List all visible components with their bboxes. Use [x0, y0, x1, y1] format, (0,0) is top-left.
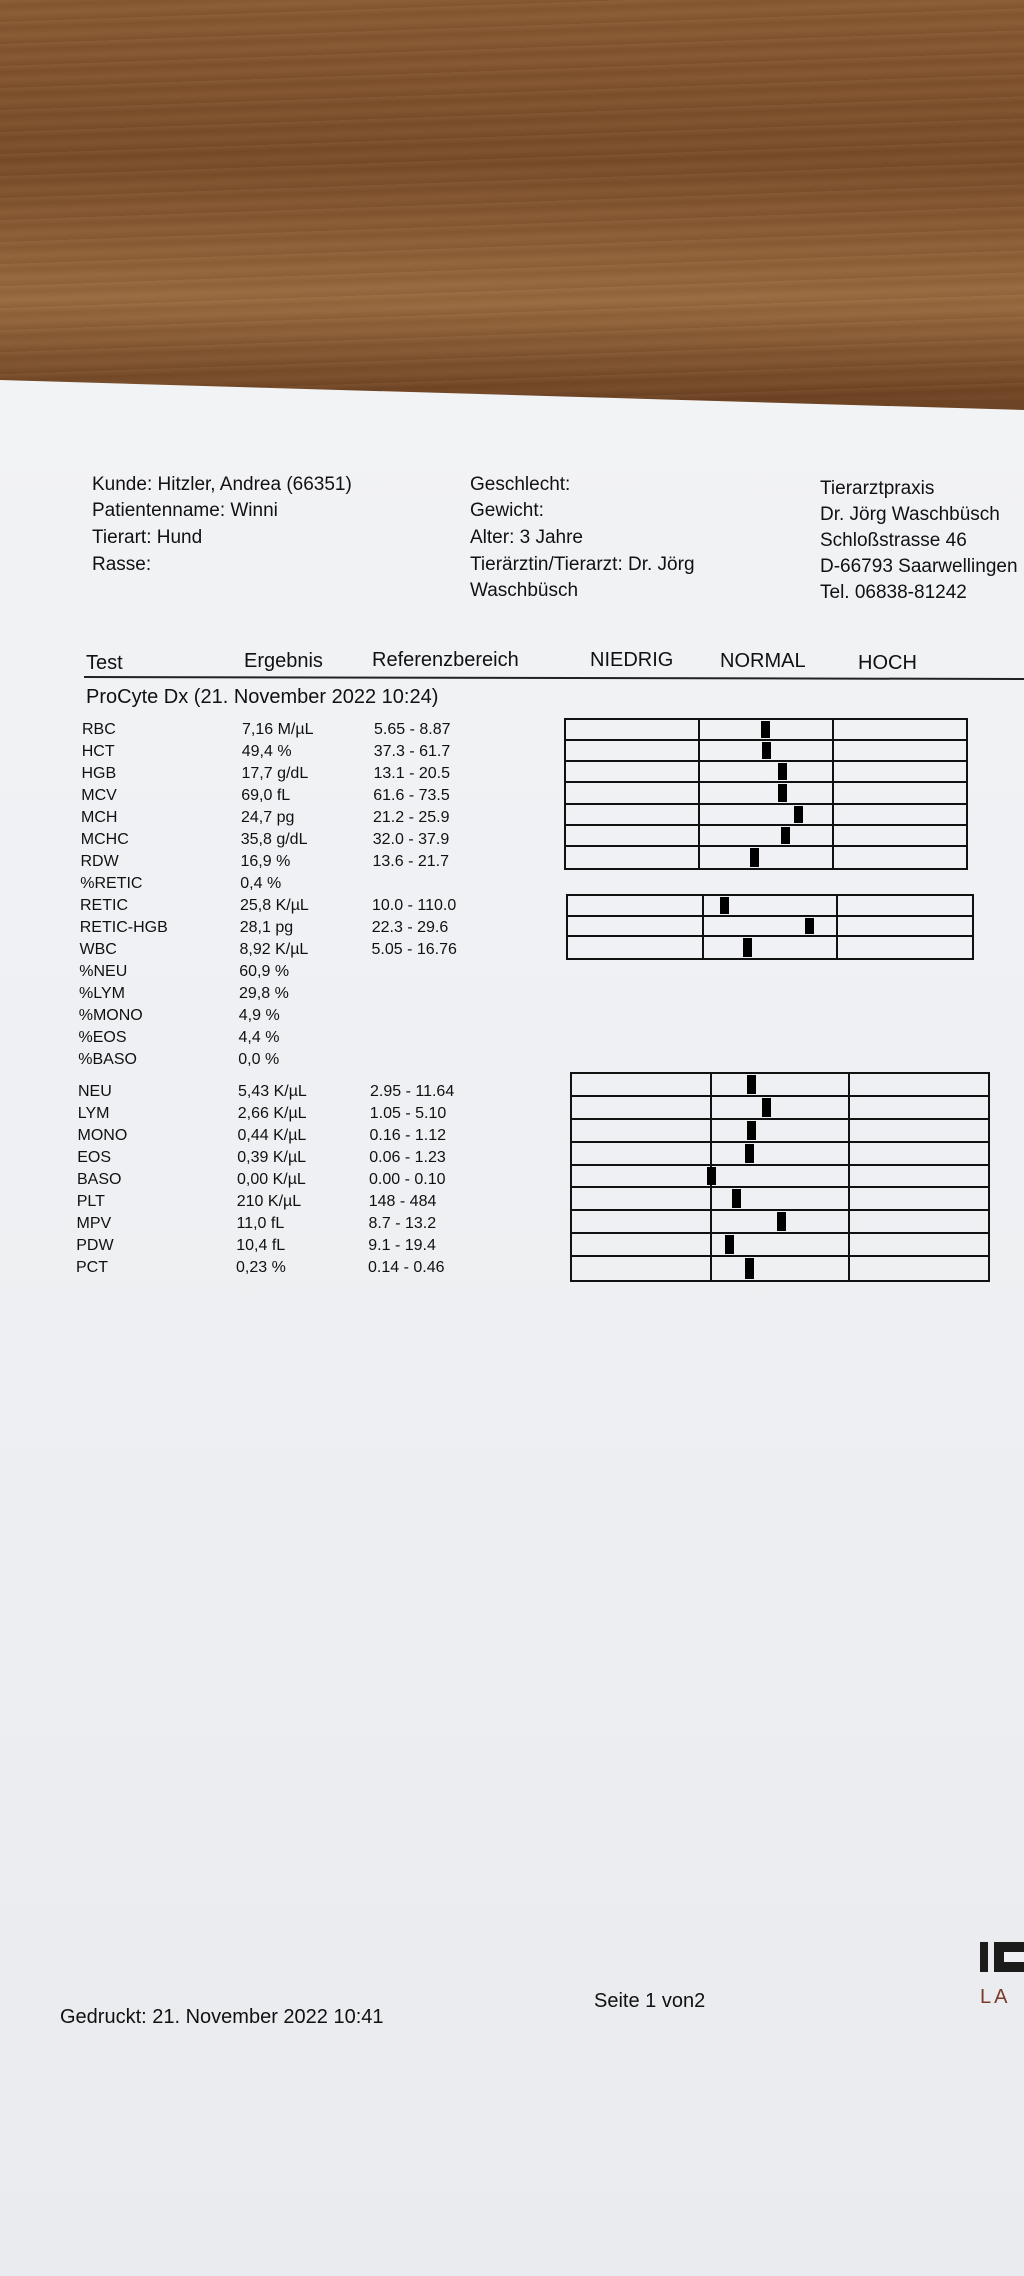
gauge-marker [732, 1189, 741, 1208]
gauge-marker [725, 1235, 734, 1254]
gauge-row [568, 896, 972, 917]
gauge-row [566, 805, 966, 826]
lab-logo-mark [980, 1942, 1024, 1972]
row-test-name: %NEU [79, 963, 128, 980]
row-test-name: HGB [81, 765, 117, 782]
gauge-marker [745, 1258, 754, 1279]
row-test-name: PLT [76, 1193, 105, 1210]
row-reference-range: 37.3 - 61.7 [373, 743, 451, 760]
row-result-value: 29,8 % [239, 985, 289, 1002]
row-test-name: MCHC [80, 831, 129, 848]
gauge-marker [747, 1075, 756, 1094]
row-test-name: PDW [76, 1237, 114, 1254]
practice-street: Schloßstrasse 46 [820, 530, 967, 551]
row-reference-range: 2.95 - 11.64 [370, 1083, 455, 1100]
row-reference-range: 22.3 - 29.6 [371, 919, 449, 936]
row-result-value: 4,4 % [238, 1029, 280, 1046]
gauge-marker [762, 1098, 771, 1117]
row-test-name: EOS [77, 1149, 112, 1166]
gauge-row [572, 1143, 988, 1166]
gauge-row [572, 1234, 988, 1257]
gauge-row [566, 847, 966, 868]
row-result-value: 25,8 K/µL [240, 897, 309, 914]
row-result-value: 7,16 M/µL [242, 721, 314, 738]
gauge-marker [778, 763, 787, 780]
gauge-marker [794, 806, 803, 823]
gauge-marker [762, 742, 771, 759]
row-test-name: %BASO [78, 1051, 137, 1068]
row-result-value: 0,0 % [238, 1051, 280, 1068]
row-test-name: %LYM [79, 985, 125, 1002]
sex-label: Geschlecht: [470, 474, 571, 495]
row-result-value: 0,39 K/µL [237, 1149, 307, 1166]
weight-label: Gewicht: [470, 500, 544, 521]
gauge-row [566, 783, 966, 804]
page-number: Seite 1 von2 [594, 1990, 706, 2012]
row-result-value: 0,4 % [240, 875, 282, 892]
row-result-value: 0,23 % [236, 1259, 286, 1276]
vet-name-line1: Tierärztin/Tierarzt: Dr. Jörg [470, 554, 695, 575]
practice-doctor: Dr. Jörg Waschbüsch [820, 504, 1000, 525]
gauge-row [566, 741, 966, 762]
practice-name: Tierarztpraxis [820, 478, 935, 499]
row-result-value: 16,9 % [240, 853, 291, 870]
row-test-name: HCT [81, 743, 115, 760]
row-result-value: 11,0 fL [236, 1215, 285, 1232]
row-reference-range: 1.05 - 5.10 [369, 1105, 447, 1122]
column-reference: Referenzbereich [372, 649, 519, 671]
row-test-name: RETIC-HGB [79, 919, 168, 936]
row-reference-range: 5.05 - 16.76 [371, 941, 457, 958]
row-reference-range: 0.06 - 1.23 [369, 1149, 446, 1166]
column-normal: NORMAL [720, 650, 806, 672]
row-test-name: MCV [81, 787, 117, 804]
lab-logo-text: LA [980, 1986, 1011, 2008]
age: Alter: 3 Jahre [470, 527, 583, 548]
row-result-value: 24,7 pg [241, 809, 295, 826]
row-reference-range: 13.1 - 20.5 [373, 765, 450, 782]
row-test-name: LYM [77, 1105, 110, 1122]
gauge-marker [778, 784, 787, 801]
vet-name-line2: Waschbüsch [470, 580, 579, 601]
column-result: Ergebnis [244, 650, 323, 672]
gauge-row [566, 826, 966, 847]
row-reference-range: 32.0 - 37.9 [372, 831, 450, 848]
row-result-value: 0,44 K/µL [237, 1127, 307, 1144]
row-reference-range: 0.00 - 0.10 [369, 1171, 446, 1188]
row-reference-range: 13.6 - 21.7 [372, 853, 449, 870]
row-result-value: 2,66 K/µL [237, 1105, 307, 1122]
row-test-name: MONO [77, 1127, 128, 1144]
row-test-name: MCH [81, 809, 118, 826]
range-gauge-red-cells [564, 718, 968, 870]
patient-name: Patientenname: Winni [92, 500, 278, 521]
row-result-value: 8,92 K/µL [239, 941, 309, 958]
gauge-marker [707, 1167, 716, 1186]
section-title: ProCyte Dx (21. November 2022 10:24) [86, 686, 439, 708]
printed-timestamp: Gedruckt: 21. November 2022 10:41 [60, 2006, 384, 2028]
row-result-value: 49,4 % [241, 743, 292, 760]
row-test-name: BASO [77, 1171, 122, 1188]
header-divider [84, 676, 1024, 680]
gauge-marker [777, 1212, 786, 1231]
row-result-value: 0,00 K/µL [237, 1171, 306, 1188]
gauge-row [572, 1074, 988, 1097]
column-high: HOCH [858, 652, 917, 674]
gauge-row [572, 1188, 988, 1211]
gauge-row [572, 1166, 988, 1189]
gauge-row [572, 1097, 988, 1120]
gauge-marker [745, 1144, 754, 1163]
range-gauge-retic-wbc [566, 894, 974, 960]
column-test: Test [86, 652, 123, 674]
row-result-value: 4,9 % [238, 1007, 280, 1024]
breed: Rasse: [92, 554, 152, 575]
gauge-marker [781, 827, 790, 844]
gauge-row [566, 762, 966, 783]
row-test-name: RDW [80, 853, 119, 870]
gauge-marker [743, 938, 752, 957]
row-reference-range: 9.1 - 19.4 [368, 1237, 436, 1254]
practice-city: D-66793 Saarwellingen [820, 556, 1018, 577]
row-test-name: PCT [76, 1259, 108, 1276]
row-reference-range: 0.14 - 0.46 [368, 1259, 445, 1276]
row-test-name: %RETIC [80, 875, 143, 892]
gauge-row [572, 1120, 988, 1143]
range-gauge-differential [570, 1072, 990, 1282]
row-reference-range: 5.65 - 8.87 [374, 721, 451, 738]
row-result-value: 28,1 pg [239, 919, 294, 936]
gauge-marker [761, 721, 770, 738]
customer-name: Kunde: Hitzler, Andrea (66351) [92, 474, 352, 495]
gauge-row [568, 917, 972, 938]
row-test-name: %MONO [78, 1007, 143, 1024]
row-test-name: MPV [76, 1215, 112, 1232]
row-reference-range: 61.6 - 73.5 [373, 787, 450, 804]
column-low: NIEDRIG [590, 649, 674, 671]
practice-phone: Tel. 06838-81242 [820, 582, 967, 603]
row-result-value: 60,9 % [239, 963, 290, 980]
gauge-row [566, 720, 966, 741]
row-reference-range: 10.0 - 110.0 [372, 897, 457, 914]
row-result-value: 17,7 g/dL [241, 765, 309, 782]
gauge-marker [747, 1121, 756, 1140]
row-reference-range: 0.16 - 1.12 [369, 1127, 446, 1144]
gauge-row [568, 937, 972, 958]
row-reference-range: 148 - 484 [368, 1193, 437, 1210]
row-result-value: 35,8 g/dL [240, 831, 308, 848]
row-test-name: %EOS [78, 1029, 127, 1046]
row-result-value: 10,4 fL [236, 1237, 286, 1254]
gauge-marker [750, 848, 759, 867]
row-result-value: 69,0 fL [241, 787, 291, 804]
row-test-name: RBC [82, 721, 116, 738]
gauge-marker [805, 918, 814, 935]
row-test-name: WBC [79, 941, 117, 958]
row-reference-range: 21.2 - 25.9 [373, 809, 450, 826]
row-result-value: 5,43 K/µL [238, 1083, 307, 1100]
row-test-name: RETIC [80, 897, 128, 914]
gauge-row [572, 1211, 988, 1234]
row-reference-range: 8.7 - 13.2 [368, 1215, 437, 1232]
gauge-row [572, 1257, 988, 1280]
row-result-value: 210 K/µL [236, 1193, 302, 1210]
gauge-marker [720, 897, 729, 914]
row-test-name: NEU [78, 1083, 112, 1100]
species: Tierart: Hund [92, 527, 203, 548]
